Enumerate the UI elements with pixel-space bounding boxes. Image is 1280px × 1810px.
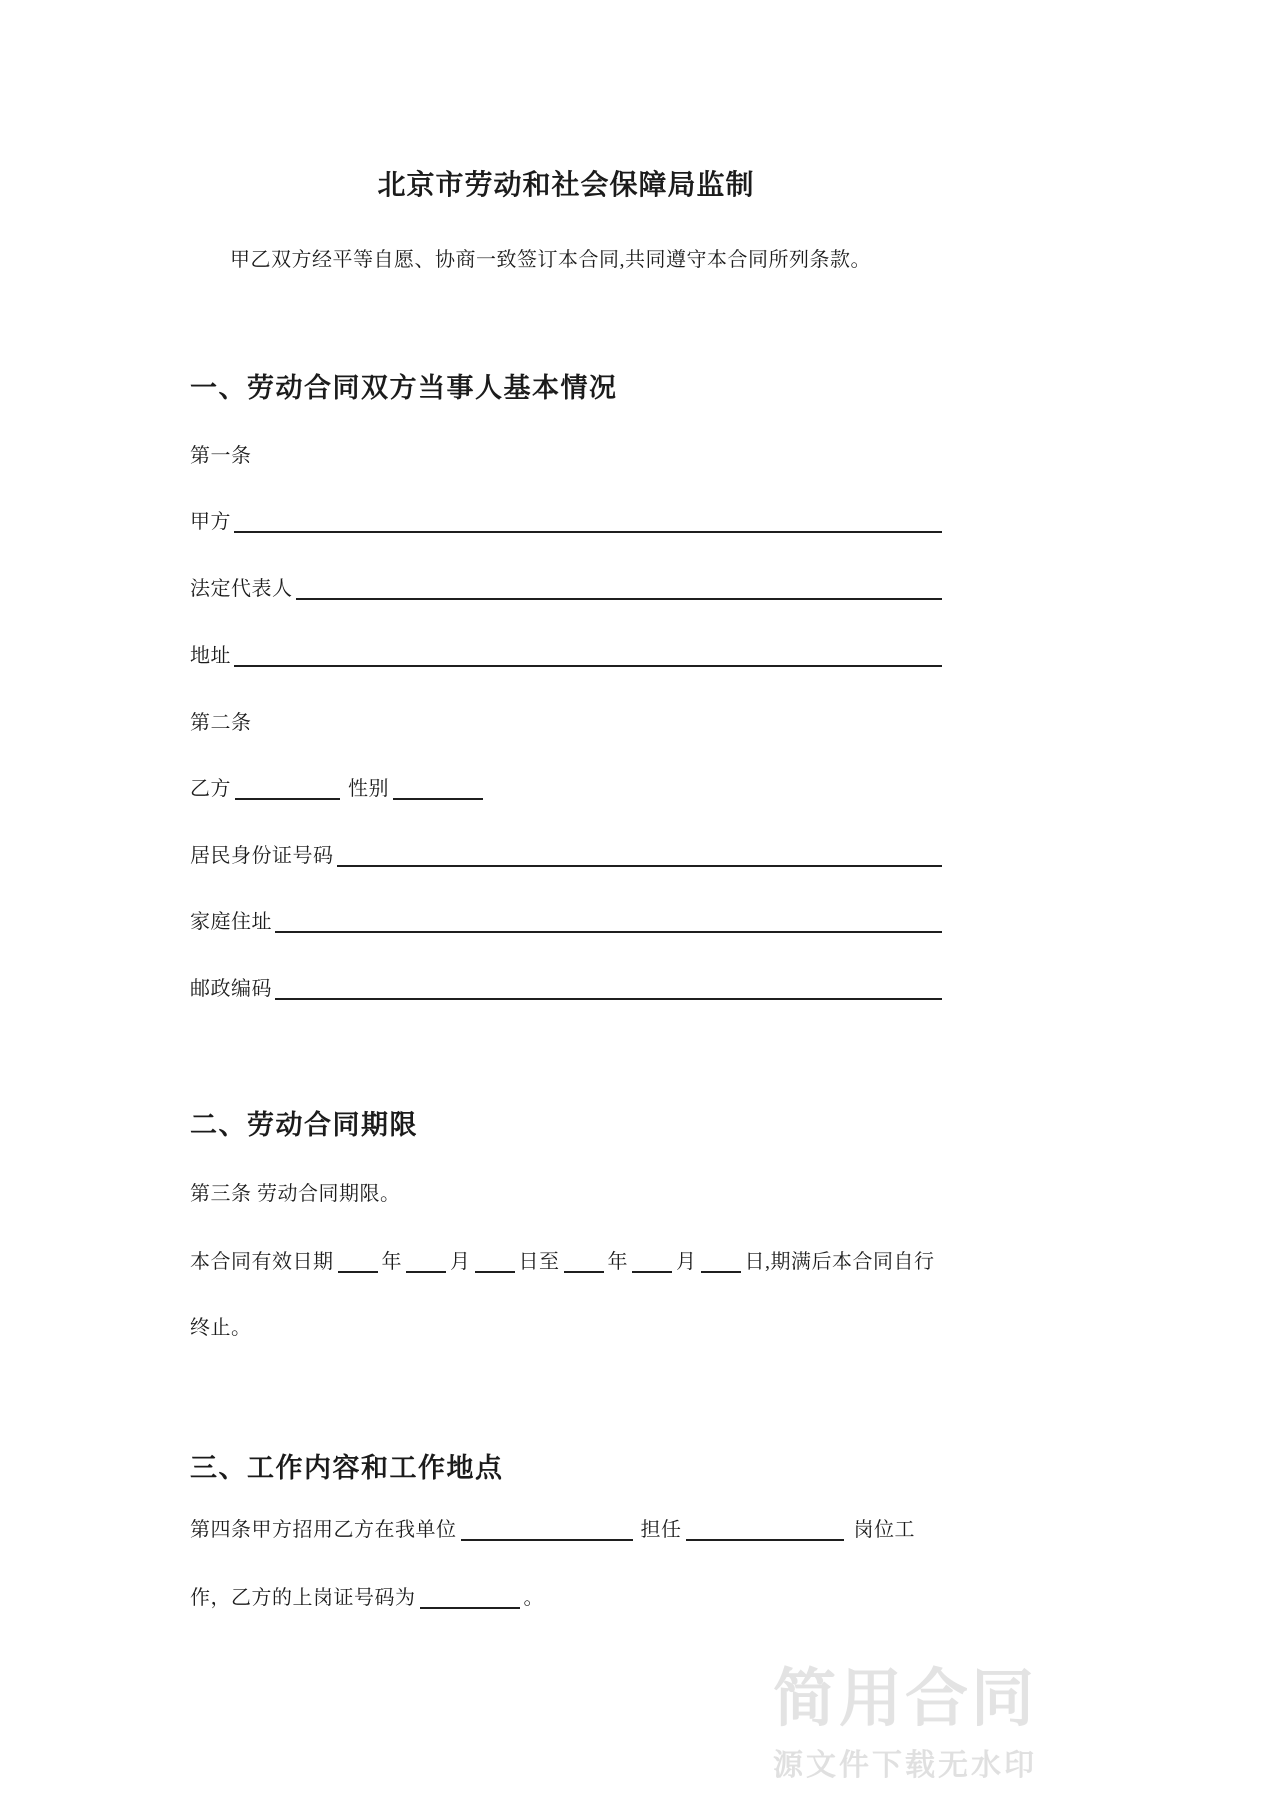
field-gender-blank xyxy=(393,776,483,800)
contract-content xyxy=(190,0,942,1810)
field-id-number xyxy=(190,840,942,872)
field-party-a xyxy=(190,506,942,538)
section-1-heading: 一、劳动合同双方当事人基本情况 xyxy=(190,373,618,403)
field-postal-code-label: 邮政编码 xyxy=(190,978,272,1000)
field-address xyxy=(190,640,942,672)
unit-name-blank xyxy=(461,1517,633,1541)
watermark-tagline: 源文件下载无水印 xyxy=(773,1749,1037,1782)
field-home-address-label: 家庭住址 xyxy=(190,911,272,933)
post-name-blank xyxy=(686,1517,844,1541)
watermark-brand: 简用合同 xyxy=(773,1664,1037,1734)
clause-2-row xyxy=(190,707,942,739)
field-party-b-gender xyxy=(190,773,942,805)
termination-text: 终止。 xyxy=(190,1317,252,1339)
year-2-label: 年 xyxy=(607,1251,628,1273)
clause-1-row xyxy=(190,440,942,472)
clause-3-row xyxy=(190,1178,942,1210)
month-2-label: 月 xyxy=(676,1251,697,1273)
intro-paragraph: 甲乙双方经平等自愿、协商一致签订本合同,共同遵守本合同所列条款。 xyxy=(230,249,871,271)
post-suffix: 岗位工 xyxy=(853,1519,915,1541)
section-2-heading: 二、劳动合同期限 xyxy=(190,1110,418,1140)
field-legal-rep xyxy=(190,573,942,605)
field-home-address xyxy=(190,906,942,938)
field-postal-code xyxy=(190,973,942,1005)
month-1-label: 月 xyxy=(450,1251,471,1273)
field-party-b-label: 乙方 xyxy=(190,778,231,800)
field-party-b-blank xyxy=(235,776,340,800)
day-1-blank xyxy=(475,1249,515,1273)
field-postal-code-blank xyxy=(275,973,942,1005)
section-3-heading: 三、工作内容和工作地点 xyxy=(190,1453,504,1483)
work-cert-number-blank xyxy=(420,1585,520,1609)
field-home-address-blank xyxy=(275,906,942,938)
day-2-blank xyxy=(701,1249,741,1273)
day-1-label: 日至 xyxy=(518,1251,560,1273)
year-1-blank xyxy=(338,1249,378,1273)
clause-4-line-2 xyxy=(190,1582,942,1614)
clause-2-label: 第二条 xyxy=(190,712,252,734)
field-legal-rep-label: 法定代表人 xyxy=(190,578,293,600)
clause-4-line-1 xyxy=(190,1514,942,1546)
sentence-period: 。 xyxy=(523,1587,544,1609)
field-gender-label: 性别 xyxy=(348,778,389,800)
doc-title: 北京市劳动和社会保障局监制 xyxy=(377,170,755,201)
field-party-a-label: 甲方 xyxy=(190,511,231,533)
year-1-label: 年 xyxy=(381,1251,402,1273)
serve-as-label: 担任 xyxy=(640,1519,682,1541)
field-id-number-blank xyxy=(337,840,943,872)
day-2-suffix: 日,期满后本合同自行 xyxy=(744,1251,935,1273)
clause-4-prefix: 第四条甲方招用乙方在我单位 xyxy=(190,1519,457,1541)
field-id-number-label: 居民身份证号码 xyxy=(190,845,334,867)
year-2-blank xyxy=(564,1249,604,1273)
month-2-blank xyxy=(632,1249,672,1273)
month-1-blank xyxy=(406,1249,446,1273)
field-address-label: 地址 xyxy=(190,645,231,667)
termination-row xyxy=(190,1312,942,1344)
clause-3-text: 第三条 劳动合同期限。 xyxy=(190,1183,401,1205)
clause-1-label: 第一条 xyxy=(190,445,252,467)
validity-line xyxy=(190,1246,942,1278)
field-party-a-blank xyxy=(234,506,942,538)
validity-prefix: 本合同有效日期 xyxy=(190,1251,334,1273)
work-cert-text: 作，乙方的上岗证号码为 xyxy=(190,1587,416,1609)
field-address-blank xyxy=(234,640,942,672)
field-legal-rep-blank xyxy=(296,573,943,605)
